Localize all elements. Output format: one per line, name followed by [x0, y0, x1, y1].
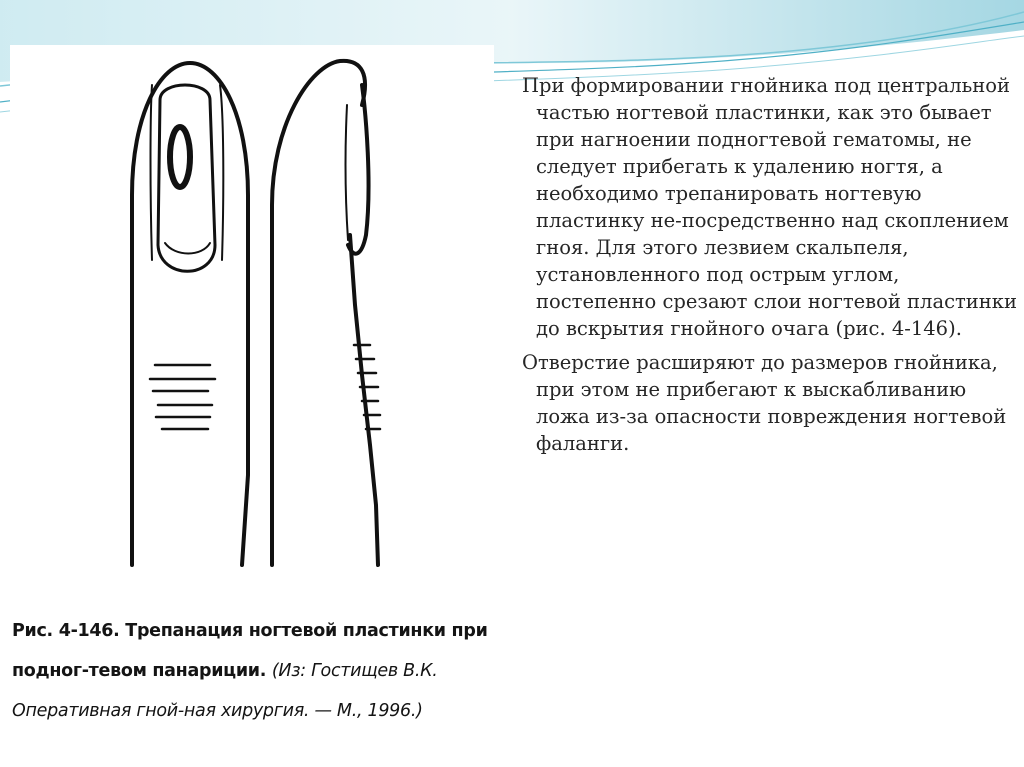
finger-front-view — [132, 63, 248, 565]
caption-source-rest: Оперативная гной-ная хирургия. — М., 1996.) — [12, 701, 423, 721]
body-text — [522, 72, 1022, 457]
paragraph-2: Отверстие расширяют до размеров гнойника, при этом не прибегают к выскабливанию ложа из-за опасности повреждения ногтевой фаланги. — [522, 351, 1007, 455]
figure-caption — [12, 611, 494, 731]
figure-panel — [10, 45, 494, 757]
caption-source-open: (Из: — [271, 661, 312, 681]
paragraph-1: При формировании гнойника под центральной частью ногтевой пластинки, как это бывает при нагноении подногтевой гематомы, не следует прибегать к удалению ногтя, а необходимо трепанировать ногтевую пластинку не-посредственно над скоплением гноя. Для этого лезвием скальпеля, установленного под острым углом, постепенно срезают слои ногтевой пластинки до вскрытия гнойного очага (рис. 4-146). — [522, 74, 1017, 340]
finger-side-view — [272, 61, 380, 565]
caption-lead: Рис. 4-146. Трепанация ногтевой пластинки при подног-тевом панариции. — [12, 621, 488, 681]
finger-illustration — [10, 45, 494, 605]
caption-author: Гостищев В.К. — [311, 661, 438, 681]
